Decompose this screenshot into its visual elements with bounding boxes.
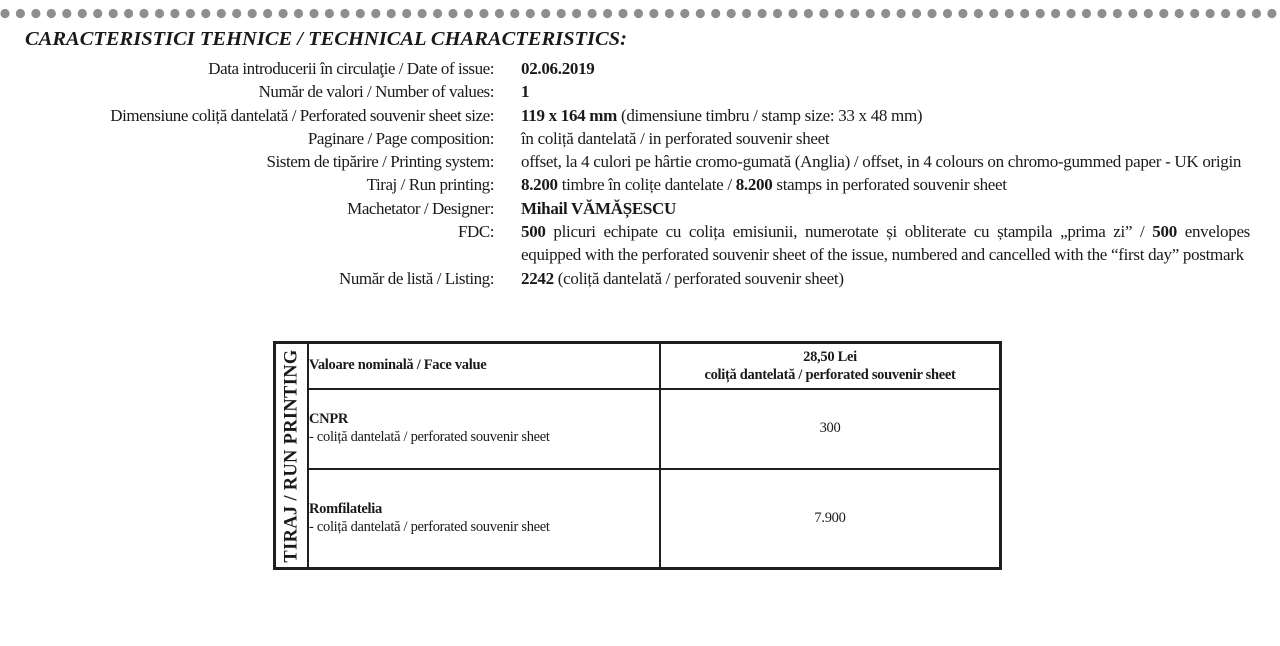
perforation-dot xyxy=(464,9,473,18)
perforation-dot xyxy=(170,9,179,18)
perforation-dot xyxy=(279,9,288,18)
perforation-dot xyxy=(1113,9,1122,18)
spec-label: Paginare / Page composition: xyxy=(307,128,494,148)
perforation-dot xyxy=(866,9,875,18)
perforation-dot xyxy=(958,9,967,18)
perforation-dot xyxy=(634,9,643,18)
perforation-dot xyxy=(1005,9,1014,18)
spec-value-text: plicuri echipate cu colița emisiunii, numerotate și obliterate cu ștampila „prima zi” / xyxy=(545,222,1153,242)
perforation-dot xyxy=(1128,9,1137,18)
spec-value-bold: Mihail VĂMĂȘESCU xyxy=(521,198,676,218)
face-value-label: Valoare nominală / Face value xyxy=(309,357,487,374)
perforation-dot xyxy=(1082,9,1091,18)
perforation-dot xyxy=(232,9,241,18)
spec-value-bold: 500 xyxy=(521,222,546,242)
perforation-dot xyxy=(665,9,674,18)
spec-value xyxy=(521,127,1250,150)
perforation-dot xyxy=(186,9,195,18)
quantity-value: 7.900 xyxy=(814,509,846,526)
perforation-dot xyxy=(603,9,612,18)
perforation-dot xyxy=(974,9,983,18)
spec-value xyxy=(521,267,1250,290)
spec-label: Număr de listă / Listing: xyxy=(339,268,494,288)
perforation-dot xyxy=(541,9,550,18)
perforation-dot xyxy=(927,9,936,18)
table-row xyxy=(275,389,1001,469)
perforation-dot xyxy=(1144,9,1153,18)
perforation-dot xyxy=(433,9,442,18)
spec-label: FDC: xyxy=(458,222,494,242)
spec-number-of-values xyxy=(0,80,1280,103)
quantity-cell xyxy=(660,389,1001,469)
perforation-dot xyxy=(78,9,87,18)
spec-value xyxy=(521,197,1250,220)
spec-value-bold: 8.200 xyxy=(521,175,558,195)
spec-fdc xyxy=(0,220,1280,267)
perforation-dot xyxy=(31,9,40,18)
perforation-dot xyxy=(263,9,272,18)
perforation-dot xyxy=(356,9,365,18)
perforation-dot xyxy=(819,9,828,18)
perforation-dot xyxy=(1051,9,1060,18)
perforation-dot xyxy=(804,9,813,18)
side-label-cell xyxy=(275,343,309,569)
section-title: CARACTERISTICI TEHNICE / TECHNICAL CHARACTERISTICS: xyxy=(25,28,627,50)
spec-value-bold: 02.06.2019 xyxy=(521,59,595,78)
spec-value-text: stamps in perforated souvenir sheet xyxy=(772,175,1007,195)
quantity-value: 300 xyxy=(819,420,841,436)
spec-value xyxy=(521,104,1250,127)
perforation-dot xyxy=(109,9,118,18)
spec-listing xyxy=(0,267,1280,290)
spec-value-bold: 2242 xyxy=(521,268,554,288)
perforation-dot xyxy=(912,9,921,18)
perforation-dot xyxy=(1097,9,1106,18)
perforation-dot xyxy=(1267,9,1276,18)
spec-label: Număr de valori / Number of values: xyxy=(258,82,494,102)
perforation-dot xyxy=(1206,9,1215,18)
spec-page-composition xyxy=(0,127,1280,150)
perforation-dot xyxy=(788,9,797,18)
perforation-dot xyxy=(16,9,25,18)
spec-value-bold: 1 xyxy=(521,82,530,102)
header-value-cell xyxy=(660,343,1001,389)
run-printing-table xyxy=(273,341,1002,570)
perforation-dot xyxy=(248,9,257,18)
perforation-dot xyxy=(572,9,581,18)
spec-value-text: offset, la 4 culori pe hârtie cromo-gumată (Anglia) / offset, in 4 colours on chromo-gummed paper - UK origin xyxy=(521,152,1242,172)
spec-sheet-size xyxy=(0,104,1280,127)
spec-value-text: (coliță dantelată / perforated souvenir sheet) xyxy=(553,268,844,288)
spec-date-of-issue xyxy=(0,57,1280,80)
perforation-dot xyxy=(1159,9,1168,18)
spec-value xyxy=(521,80,1250,103)
perforation-dot xyxy=(727,9,736,18)
perforation-dot xyxy=(217,9,226,18)
spec-value xyxy=(521,173,1250,196)
perforation-dot xyxy=(850,9,859,18)
perforation-dot xyxy=(588,9,597,18)
quantity-cell xyxy=(660,469,1001,569)
perforation-dot xyxy=(1221,9,1230,18)
perforation-dot xyxy=(139,9,148,18)
perforation-dot xyxy=(155,9,164,18)
spec-value xyxy=(521,57,1250,80)
perforation-dot xyxy=(124,9,133,18)
spec-value-bold: 119 x 164 mm xyxy=(521,105,618,125)
spec-value-text: envelopes equipped with the perforated souvenir sheet of the issue, numbered and cancelled with the “first day” postmark xyxy=(521,222,1251,265)
perforation-dot xyxy=(340,9,349,18)
perforation-dot xyxy=(1190,9,1199,18)
distributor-format: - coliță dantelată / perforated souvenir sheet xyxy=(309,518,550,535)
table-header-row xyxy=(275,343,1001,389)
perforation-dot xyxy=(711,9,720,18)
spec-label: Data introducerii în circulaţie / Date of issue: xyxy=(208,59,494,78)
spec-designer xyxy=(0,197,1280,220)
spec-printing-system xyxy=(0,150,1280,173)
distributor-format: - coliță dantelată / perforated souvenir sheet xyxy=(309,429,550,445)
perforation-dot xyxy=(1175,9,1184,18)
distributor-name: Romfilatelia xyxy=(309,500,382,517)
perforation-dot xyxy=(773,9,782,18)
perforation-dots-border xyxy=(0,8,1280,19)
perforation-dot xyxy=(943,9,952,18)
perforation-dot xyxy=(618,9,627,18)
perforation-dot xyxy=(526,9,535,18)
perforation-dot xyxy=(557,9,566,18)
perforation-dot xyxy=(0,9,9,18)
perforation-dot xyxy=(387,9,396,18)
perforation-dot xyxy=(479,9,488,18)
spec-run-printing xyxy=(0,173,1280,196)
perforation-dot xyxy=(495,9,504,18)
side-label: TIRAJ / RUN PRINTING xyxy=(281,348,301,563)
perforation-dot xyxy=(742,9,751,18)
spec-value-bold: 500 xyxy=(1152,222,1177,242)
spec-value xyxy=(521,220,1250,267)
perforation-dot xyxy=(93,9,102,18)
perforation-dot xyxy=(696,9,705,18)
spec-label: Tiraj / Run printing: xyxy=(366,175,494,195)
perforation-dot xyxy=(1236,9,1245,18)
perforation-dot xyxy=(201,9,210,18)
perforation-dot xyxy=(881,9,890,18)
spec-value-bold: 8.200 xyxy=(735,175,773,195)
perforation-dot xyxy=(62,9,71,18)
distributor-name: CNPR xyxy=(309,411,349,427)
perforation-dot xyxy=(1067,9,1076,18)
perforation-dot xyxy=(371,9,380,18)
distributor-cell xyxy=(308,469,660,569)
perforation-dot xyxy=(1252,9,1261,18)
perforation-dot xyxy=(510,9,519,18)
perforation-dot xyxy=(989,9,998,18)
spec-label: Machetator / Designer: xyxy=(347,198,494,218)
perforation-dot xyxy=(448,9,457,18)
perforation-dot xyxy=(649,9,658,18)
perforation-dot xyxy=(758,9,767,18)
perforation-dot xyxy=(294,9,303,18)
perforation-dot xyxy=(680,9,689,18)
perforation-dot xyxy=(418,9,427,18)
perforation-dot xyxy=(1036,9,1045,18)
table-row xyxy=(275,469,1001,569)
spec-value-text: (dimensiune timbru / stamp size: 33 x 48 mm) xyxy=(617,105,923,125)
perforation-dot xyxy=(402,9,411,18)
spec-value-text: în coliță dantelată / in perforated souvenir sheet xyxy=(521,128,830,148)
perforation-dot xyxy=(47,9,56,18)
perforation-dot xyxy=(1020,9,1029,18)
spec-value xyxy=(521,150,1250,173)
spec-label: Dimensiune coliță dantelată / Perforated souvenir sheet size: xyxy=(110,105,494,125)
face-value-amount: 28,50 Lei xyxy=(803,348,857,365)
spec-value-text: timbre în colițe dantelate / xyxy=(557,175,736,195)
face-value-format: coliță dantelată / perforated souvenir sheet xyxy=(704,366,956,383)
perforation-dot xyxy=(325,9,334,18)
distributor-cell xyxy=(308,389,660,469)
header-label-cell xyxy=(308,343,660,389)
specs-list xyxy=(0,57,1280,290)
perforation-dot xyxy=(309,9,318,18)
perforation-dot xyxy=(897,9,906,18)
perforation-dot xyxy=(835,9,844,18)
spec-label: Sistem de tipărire / Printing system: xyxy=(266,152,494,172)
